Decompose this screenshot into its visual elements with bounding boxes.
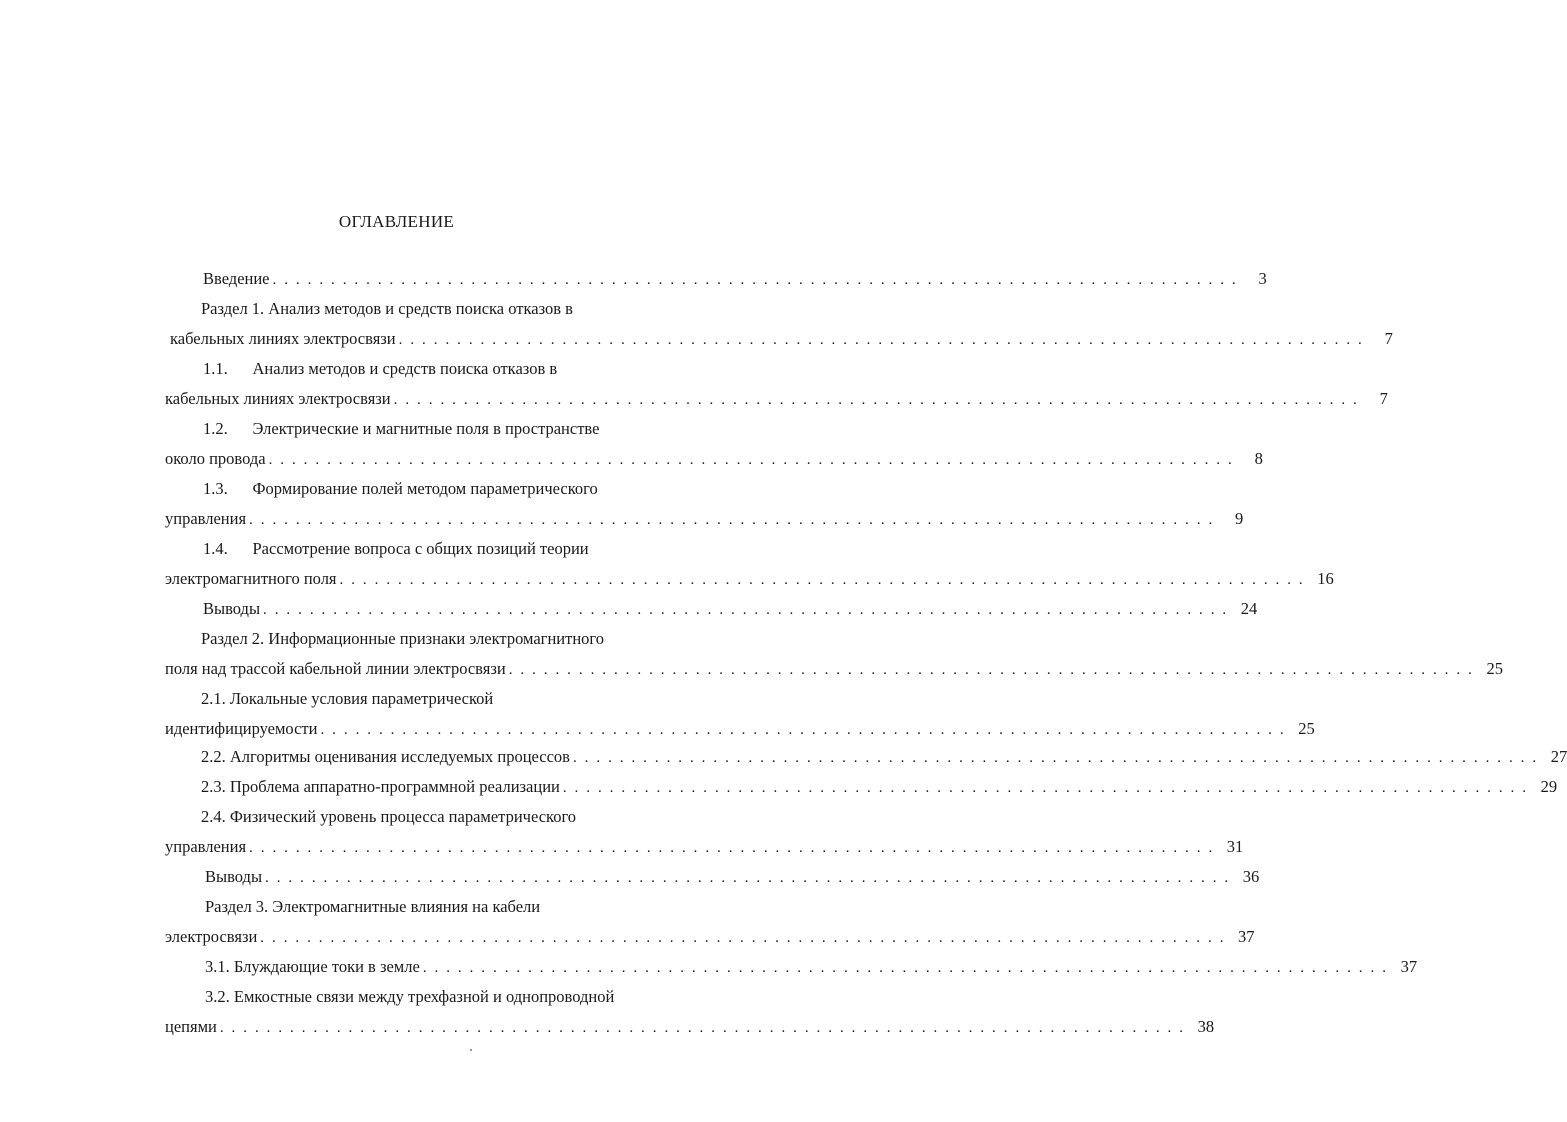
- toc-entry-section-3: [165, 926, 1255, 948]
- toc-page-number: 9: [1235, 509, 1244, 528]
- toc-entry-text: управления: [165, 509, 247, 528]
- toc-entry-2-4: [165, 836, 1244, 858]
- toc-entry-text: Введение: [203, 269, 270, 288]
- toc-entry-2-4-title: 2.4. Физический уровень процесса параметрического: [201, 807, 577, 826]
- toc-entry-1-3: [165, 508, 1244, 530]
- scan-speck: [470, 1049, 472, 1051]
- toc-entry-1-4: [165, 568, 1334, 590]
- toc-page-number: 37: [1238, 927, 1255, 946]
- toc-leader-dots: . . . . . . . . . . . . . . . . . . . . . . . . . . . . . . . . . . . . . . . . . . . . . . . . . . . . . . . . . . . . . . . . . . . . . . . . . . . . . . . . . . .: [422, 960, 1389, 976]
- toc-entry-2-2: [201, 746, 1567, 768]
- toc-entry-introduction: [203, 268, 1267, 290]
- toc-entry-text: 2.3. Проблема аппаратно-программной реализации: [201, 777, 560, 796]
- toc-leader-dots: . . . . . . . . . . . . . . . . . . . . . . . . . . . . . . . . . . . . . . . . . . . . . . . . . . . . . . . . . . . . . . . . . . . . . . . . . . . . . . . . . . .: [572, 750, 1539, 766]
- toc-page-number: 8: [1254, 449, 1263, 468]
- toc-leader-dots: . . . . . . . . . . . . . . . . . . . . . . . . . . . . . . . . . . . . . . . . . . . . . . . . . . . . . . . . . . . . . . . . . . . . . . . . . . . . . . . . . . .: [393, 392, 1359, 408]
- toc-page-number: 38: [1197, 1017, 1215, 1036]
- toc-entry-1-2-title: 1.2. Электрические и магнитные поля в пространстве: [203, 419, 600, 438]
- toc-entry-section-2-title: Раздел 2. Информационные признаки электромагнитного: [201, 629, 605, 648]
- toc-entry-text: цепями: [165, 1017, 217, 1036]
- toc-page-number: 25: [1298, 719, 1315, 738]
- toc-page-number: 24: [1240, 599, 1258, 618]
- toc-entry-3-1: [205, 956, 1418, 978]
- toc-entry-text: кабельных линиях электросвязи: [165, 389, 391, 408]
- toc-entry-text: 2.2. Алгоритмы оценивания исследуемых процессов: [201, 747, 570, 766]
- toc-leader-dots: . . . . . . . . . . . . . . . . . . . . . . . . . . . . . . . . . . . . . . . . . . . . . . . . . . . . . . . . . . . . . . . . . . . . . . . . . . . . . . . . . . .: [260, 930, 1226, 946]
- toc-leader-dots: . . . . . . . . . . . . . . . . . . . . . . . . . . . . . . . . . . . . . . . . . . . . . . . . . . . . . . . . . . . . . . . . . . . . . . . . . . . . . . . . . . .: [339, 572, 1305, 588]
- page-title: ОГЛАВЛЕНИЕ: [338, 212, 455, 231]
- toc-page-number: 7: [1379, 389, 1388, 408]
- toc-page-number: 25: [1486, 659, 1503, 678]
- toc-page-number: 3: [1258, 269, 1267, 288]
- toc-page-number: 31: [1226, 837, 1244, 856]
- toc-entry-section-1: [170, 328, 1393, 350]
- toc-entry-text: кабельных линиях электросвязи: [170, 329, 396, 348]
- toc-entry-1-2: [165, 448, 1263, 470]
- toc-leader-dots: . . . . . . . . . . . . . . . . . . . . . . . . . . . . . . . . . . . . . . . . . . . . . . . . . . . . . . . . . . . . . . . . . . . . . . . . . . . . . . . . . . .: [268, 452, 1234, 468]
- toc-entry-3-2: [165, 1016, 1215, 1038]
- toc-leader-dots: . . . . . . . . . . . . . . . . . . . . . . . . . . . . . . . . . . . . . . . . . . . . . . . . . . . . . . . . . . . . . . . . . . . . . . . . . . . . . . . . . . .: [272, 272, 1238, 288]
- toc-leader-dots: . . . . . . . . . . . . . . . . . . . . . . . . . . . . . . . . . . . . . . . . . . . . . . . . . . . . . . . . . . . . . . . . . . . . . . . . . . . . . . . . . . .: [562, 780, 1529, 796]
- toc-entry-2-1: [165, 718, 1315, 740]
- toc-entry-text: поля над трассой кабельной линии электросвязи: [165, 659, 506, 678]
- toc-entry-conclusions-2: [205, 866, 1260, 888]
- toc-entry-conclusions-1: [203, 598, 1258, 620]
- toc-leader-dots: . . . . . . . . . . . . . . . . . . . . . . . . . . . . . . . . . . . . . . . . . . . . . . . . . . . . . . . . . . . . . . . . . . . . . . . . . . . . . . . . . . .: [263, 602, 1229, 618]
- toc-leader-dots: . . . . . . . . . . . . . . . . . . . . . . . . . . . . . . . . . . . . . . . . . . . . . . . . . . . . . . . . . . . . . . . . . . . . . . . . . . . . . . . . . . .: [265, 870, 1231, 886]
- toc-entry-section-2: [165, 658, 1503, 680]
- toc-entry-1-3-title: 1.3. Формирование полей методом параметрического: [203, 479, 598, 498]
- toc-entry-text: около провода: [165, 449, 266, 468]
- toc-entry-text: 3.1. Блуждающие токи в земле: [205, 957, 420, 976]
- toc-entry-section-3-title: Раздел 3. Электромагнитные влияния на кабели: [205, 897, 541, 916]
- toc-entry-text: Выводы: [205, 867, 263, 886]
- toc-entry-3-2-title: 3.2. Емкостные связи между трехфазной и однопроводной: [205, 987, 615, 1006]
- toc-entry-1-1-title: 1.1. Анализ методов и средств поиска отказов в: [203, 359, 558, 378]
- toc-entry-text: Выводы: [203, 599, 261, 618]
- toc-page-number: 16: [1317, 569, 1334, 588]
- toc-entry-text: идентифицируемости: [165, 719, 318, 738]
- toc-entry-1-1: [165, 388, 1388, 410]
- toc-leader-dots: . . . . . . . . . . . . . . . . . . . . . . . . . . . . . . . . . . . . . . . . . . . . . . . . . . . . . . . . . . . . . . . . . . . . . . . . . . . . . . . . . . .: [398, 332, 1364, 348]
- toc-entry-text: электромагнитного поля: [165, 569, 337, 588]
- toc-entry-text: управления: [165, 837, 247, 856]
- toc-leader-dots: . . . . . . . . . . . . . . . . . . . . . . . . . . . . . . . . . . . . . . . . . . . . . . . . . . . . . . . . . . . . . . . . . . . . . . . . . . . . . . . . . . .: [320, 722, 1286, 738]
- toc-leader-dots: . . . . . . . . . . . . . . . . . . . . . . . . . . . . . . . . . . . . . . . . . . . . . . . . . . . . . . . . . . . . . . . . . . . . . . . . . . . . . . . . . . .: [219, 1020, 1186, 1036]
- toc-page-number: 36: [1242, 867, 1260, 886]
- toc-entry-2-1-title: 2.1. Локальные условия параметрической: [201, 689, 494, 708]
- toc-page-number: 7: [1384, 329, 1393, 348]
- toc-entry-1-4-title: 1.4. Рассмотрение вопроса с общих позиций теории: [203, 539, 589, 558]
- toc-page-number: 27: [1550, 747, 1567, 766]
- toc-entry-section-1-title: Раздел 1. Анализ методов и средств поиска отказов в: [201, 299, 573, 318]
- toc-leader-dots: . . . . . . . . . . . . . . . . . . . . . . . . . . . . . . . . . . . . . . . . . . . . . . . . . . . . . . . . . . . . . . . . . . . . . . . . . . . . . . . . . . .: [249, 840, 1215, 856]
- toc-leader-dots: . . . . . . . . . . . . . . . . . . . . . . . . . . . . . . . . . . . . . . . . . . . . . . . . . . . . . . . . . . . . . . . . . . . . . . . . . . . . . . . . . . .: [249, 512, 1215, 528]
- toc-leader-dots: . . . . . . . . . . . . . . . . . . . . . . . . . . . . . . . . . . . . . . . . . . . . . . . . . . . . . . . . . . . . . . . . . . . . . . . . . . . . . . . . . . .: [508, 662, 1474, 678]
- toc-entry-2-3: [201, 776, 1558, 798]
- toc-page-number: 37: [1400, 957, 1418, 976]
- toc-entry-text: электросвязи: [165, 927, 258, 946]
- toc-page-number: 29: [1540, 777, 1558, 796]
